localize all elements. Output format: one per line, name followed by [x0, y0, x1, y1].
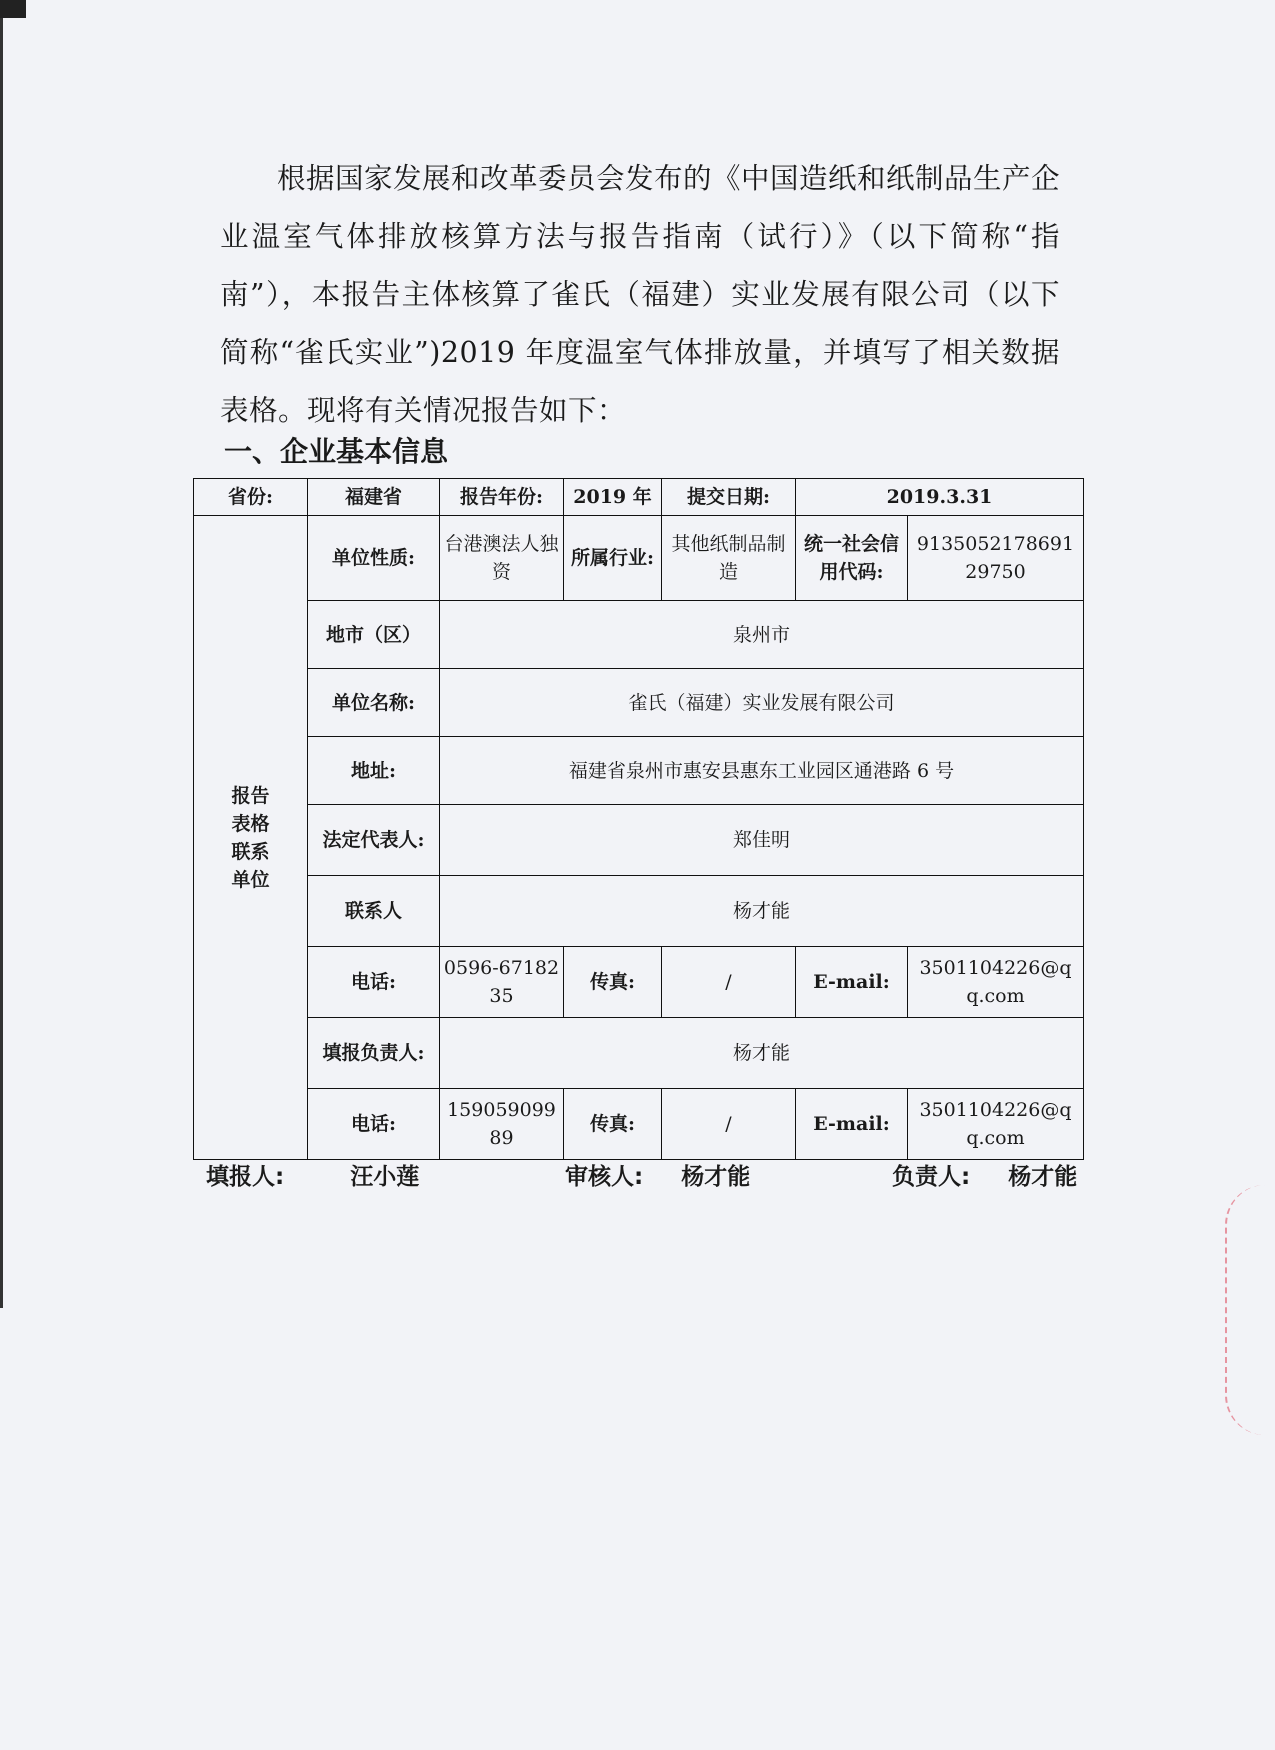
unit-nature-row — [194, 516, 1084, 601]
province-value: 福建省 — [308, 479, 440, 516]
phone2-value: 15905909989 — [440, 1089, 564, 1160]
filler-value: 汪小莲 — [350, 1164, 420, 1190]
unit-name-label: 单位名称: — [308, 669, 440, 737]
filler-head-value: 杨才能 — [440, 1018, 1084, 1089]
footer-reviewer — [565, 1158, 750, 1191]
industry-label: 所属行业: — [564, 516, 662, 601]
contact-unit-label — [194, 516, 308, 1160]
responsible-label: 负责人: — [892, 1164, 971, 1190]
filler-head-row — [194, 1018, 1084, 1089]
contact-row — [194, 876, 1084, 947]
address-label: 地址: — [308, 737, 440, 805]
filler-head-label: 填报负责人: — [308, 1018, 440, 1089]
city-row — [194, 601, 1084, 669]
fax2-label: 传真: — [564, 1089, 662, 1160]
submit-date-label: 提交日期: — [662, 479, 796, 516]
unit-nature-label: 单位性质: — [308, 516, 440, 601]
header-row — [194, 479, 1084, 516]
credit-code-label: 统一社会信用代码: — [796, 516, 908, 601]
province-label: 省份: — [194, 479, 308, 516]
legal-rep-label: 法定代表人: — [308, 805, 440, 876]
unit-name-row — [194, 669, 1084, 737]
fax2-value: / — [662, 1089, 796, 1160]
phone-value: 0596-6718235 — [440, 947, 564, 1018]
unit-nature-value: 台港澳法人独资 — [440, 516, 564, 601]
intro-paragraph: 根据国家发展和改革委员会发布的《中国造纸和纸制品生产企业温室气体排放核算方法与报告指南（试行）》（以下简称“指南”），本报告主体核算了雀氏（福建）实业发展有限公司（以下简称“雀氏实业”)2019 年度温室气体排放量，并填写了相关数据表格。现将有关情况报告如下： — [220, 162, 1061, 427]
submit-date-value: 2019.3.31 — [796, 479, 1084, 516]
industry-value: 其他纸制品制造 — [662, 516, 796, 601]
unit-name-value: 雀氏（福建）实业发展有限公司 — [440, 669, 1084, 737]
email-value: 3501104226@qq.com — [908, 947, 1084, 1018]
filler-label: 填报人: — [206, 1164, 285, 1190]
address-value: 福建省泉州市惠安县惠东工业园区通港路 6 号 — [440, 737, 1084, 805]
red-seal-stamp — [1225, 1185, 1275, 1435]
reviewer-value: 杨才能 — [681, 1164, 751, 1190]
contact-label: 联系人 — [308, 876, 440, 947]
phone2-row — [194, 1089, 1084, 1160]
contact-unit-label-text: 报告表格联系单位 — [231, 784, 270, 891]
legal-rep-row — [194, 805, 1084, 876]
phone-label: 电话: — [308, 947, 440, 1018]
contact-value: 杨才能 — [440, 876, 1084, 947]
scan-left-edge — [0, 18, 3, 1308]
email2-label: E-mail: — [796, 1089, 908, 1160]
fax-value: / — [662, 947, 796, 1018]
year-value: 2019 年 — [564, 479, 662, 516]
reviewer-label: 审核人: — [565, 1164, 644, 1190]
enterprise-info-table — [193, 478, 1084, 1160]
responsible-value: 杨才能 — [1008, 1164, 1078, 1190]
phone2-label: 电话: — [308, 1089, 440, 1160]
email2-value: 3501104226@qq.com — [908, 1089, 1084, 1160]
legal-rep-value: 郑佳明 — [440, 805, 1084, 876]
email-label: E-mail: — [796, 947, 908, 1018]
section-title: 一、企业基本信息 — [224, 435, 449, 468]
credit-code-value: 913505217869129750 — [908, 516, 1084, 601]
scan-corner-mark — [0, 0, 26, 18]
city-value: 泉州市 — [440, 601, 1084, 669]
footer-responsible — [892, 1158, 1077, 1191]
footer-filler — [206, 1158, 419, 1191]
address-row — [194, 737, 1084, 805]
phone-row — [194, 947, 1084, 1018]
city-label: 地市（区） — [308, 601, 440, 669]
year-label: 报告年份: — [440, 479, 564, 516]
fax-label: 传真: — [564, 947, 662, 1018]
